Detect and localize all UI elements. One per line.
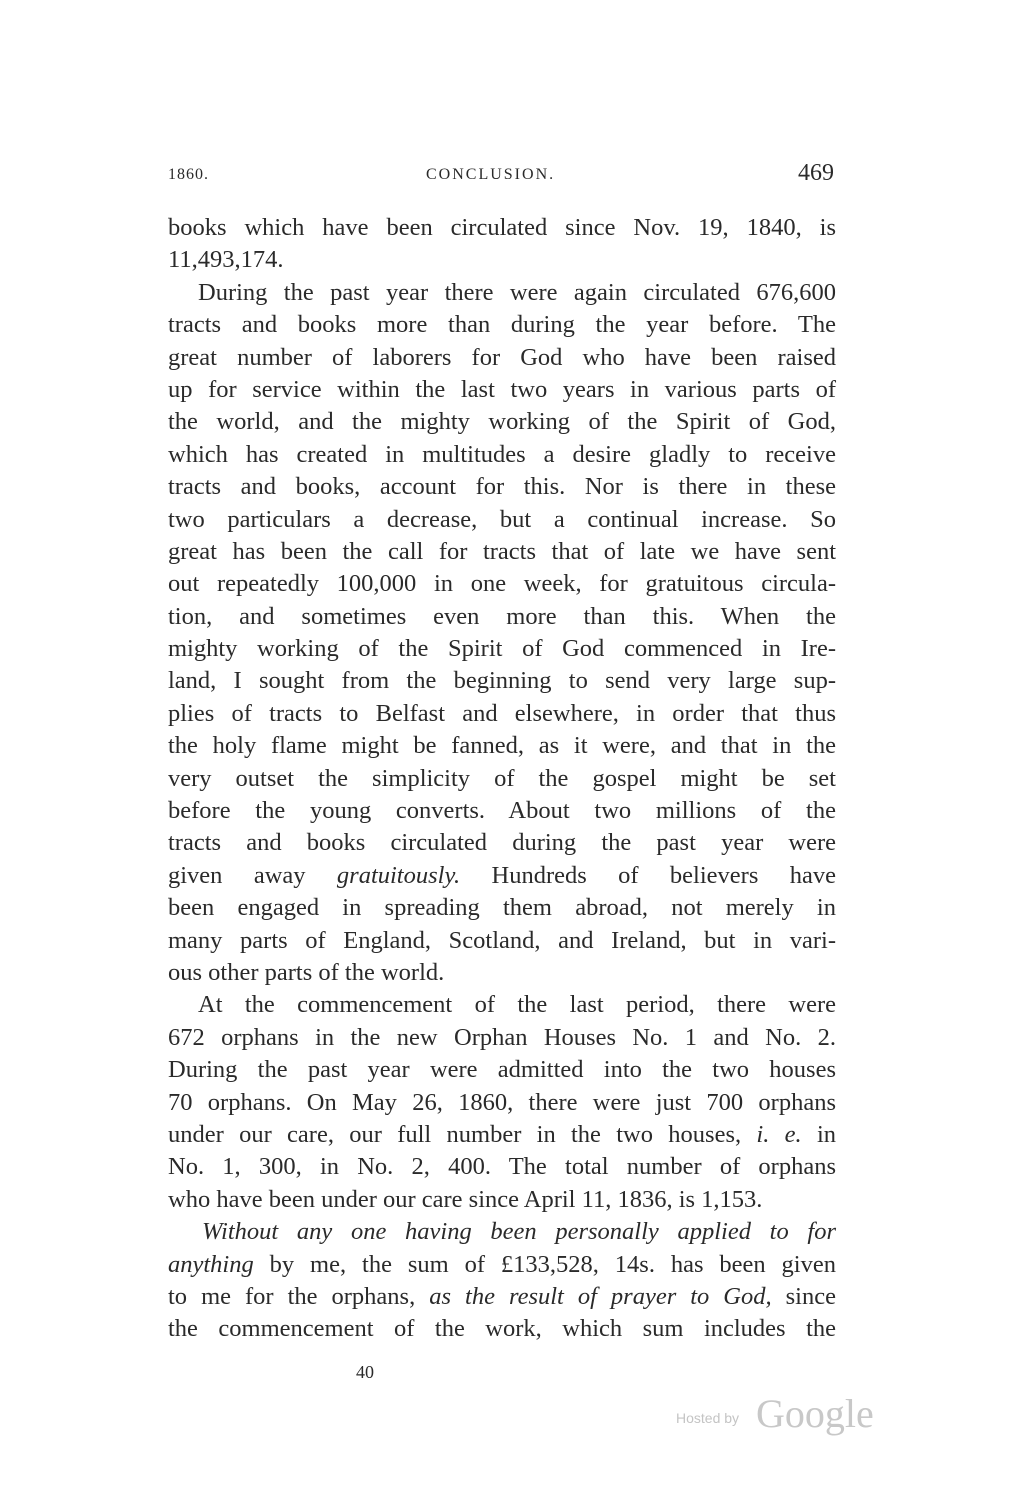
running-head-year: 1860. (168, 166, 209, 183)
text-line: been engaged in spreading them abroad, not merely in (168, 894, 836, 922)
google-logo: Google (756, 1391, 874, 1436)
signature-mark: 40 (356, 1362, 374, 1382)
text-line: up for service within the last two years in various parts of (168, 375, 836, 403)
text-line: 672 orphans in the new Orphan Houses No. 1 and No. 2. (168, 1023, 836, 1051)
text-line: many parts of England, Scotland, and Ireland, but in vari- (168, 926, 836, 954)
text-run: to me for the orphans, (168, 1282, 430, 1310)
text-line: ous other parts of the world. (168, 958, 445, 986)
text-line: During the past year there were again circulated 676,600 (198, 278, 836, 306)
paragraph-1 (168, 212, 836, 277)
italic-run: as the result of prayer to God, (429, 1282, 772, 1310)
text-run: given away (168, 861, 337, 889)
text-line: the holy flame might be fanned, as it were, and that in the (168, 732, 836, 760)
text-line: 11,493,174. (168, 246, 284, 274)
text-line: tracts and books more than during the year before. The (168, 311, 836, 339)
paragraph-4 (168, 1216, 836, 1346)
paragraph-3 (168, 989, 836, 1216)
text-line: before the young converts. About two millions of the (168, 797, 836, 825)
text-run: since (771, 1282, 836, 1310)
text-line: tion, and sometimes even more than this. When the (168, 602, 836, 630)
text-run: under our care, our full number in the two houses, (168, 1120, 757, 1148)
text-line: out repeatedly 100,000 in one week, for gratuitous circula- (168, 570, 836, 598)
text-run: by me, the sum of £133,528, 14s. has been given (253, 1250, 836, 1278)
text-line: At the commencement of the last period, there were (198, 991, 836, 1019)
text-line: the world, and the mighty working of the Spirit of God, (168, 408, 836, 436)
text-line: very outset the simplicity of the gospel might be set (168, 764, 836, 792)
running-head-title: CONCLUSION. (426, 166, 556, 183)
text-run: Hundreds of believers have (460, 861, 836, 889)
paragraph-2 (168, 277, 836, 990)
text-line: mighty working of the Spirit of God commenced in Ire- (168, 635, 836, 663)
italic-run: i. e. (756, 1120, 802, 1148)
text-line: plies of tracts to Belfast and elsewhere, in order that thus (168, 699, 836, 727)
text-line: During the past year were admitted into the two houses (168, 1056, 836, 1084)
text-line (168, 1216, 836, 1248)
text-line: tracts and books circulated during the past year were (168, 829, 836, 857)
body-text (168, 212, 836, 1346)
text-line: No. 1, 300, in No. 2, 400. The total number of orphans (168, 1153, 836, 1181)
text-line: who have been under our care since April 11, 1836, is 1,153. (168, 1185, 763, 1213)
text-line (168, 1281, 836, 1313)
page-number: 469 (798, 160, 834, 186)
watermark-hosted-by: Hosted by (676, 1410, 740, 1426)
text-line: great has been the call for tracts that of late we have sent (168, 537, 836, 565)
text-line: tracts and books, account for this. Nor is there in these (168, 473, 836, 501)
italic-run: gratuitously. (336, 861, 461, 889)
text-line: 70 orphans. On May 26, 1860, there were just 700 orphans (168, 1088, 836, 1116)
text-line: the commencement of the work, which sum includes the (168, 1315, 836, 1343)
text-line: which has created in multitudes a desire gladly to receive (168, 440, 836, 468)
running-head (168, 160, 836, 194)
italic-run: Without any one having been personally applied to for (202, 1218, 836, 1246)
text-line: land, I sought from the beginning to send very large sup- (168, 667, 836, 695)
text-line: two particulars a decrease, but a continual increase. So (168, 505, 836, 533)
text-line: books which have been circulated since Nov. 19, 1840, is (168, 214, 836, 241)
italic-run: anything (168, 1250, 254, 1278)
hosted-by-google-watermark (676, 1392, 886, 1436)
text-line (168, 1249, 836, 1281)
text-line (168, 860, 836, 892)
text-line: great number of laborers for God who have been raised (168, 343, 836, 371)
text-line (168, 1119, 836, 1151)
text-run: in (801, 1120, 836, 1148)
